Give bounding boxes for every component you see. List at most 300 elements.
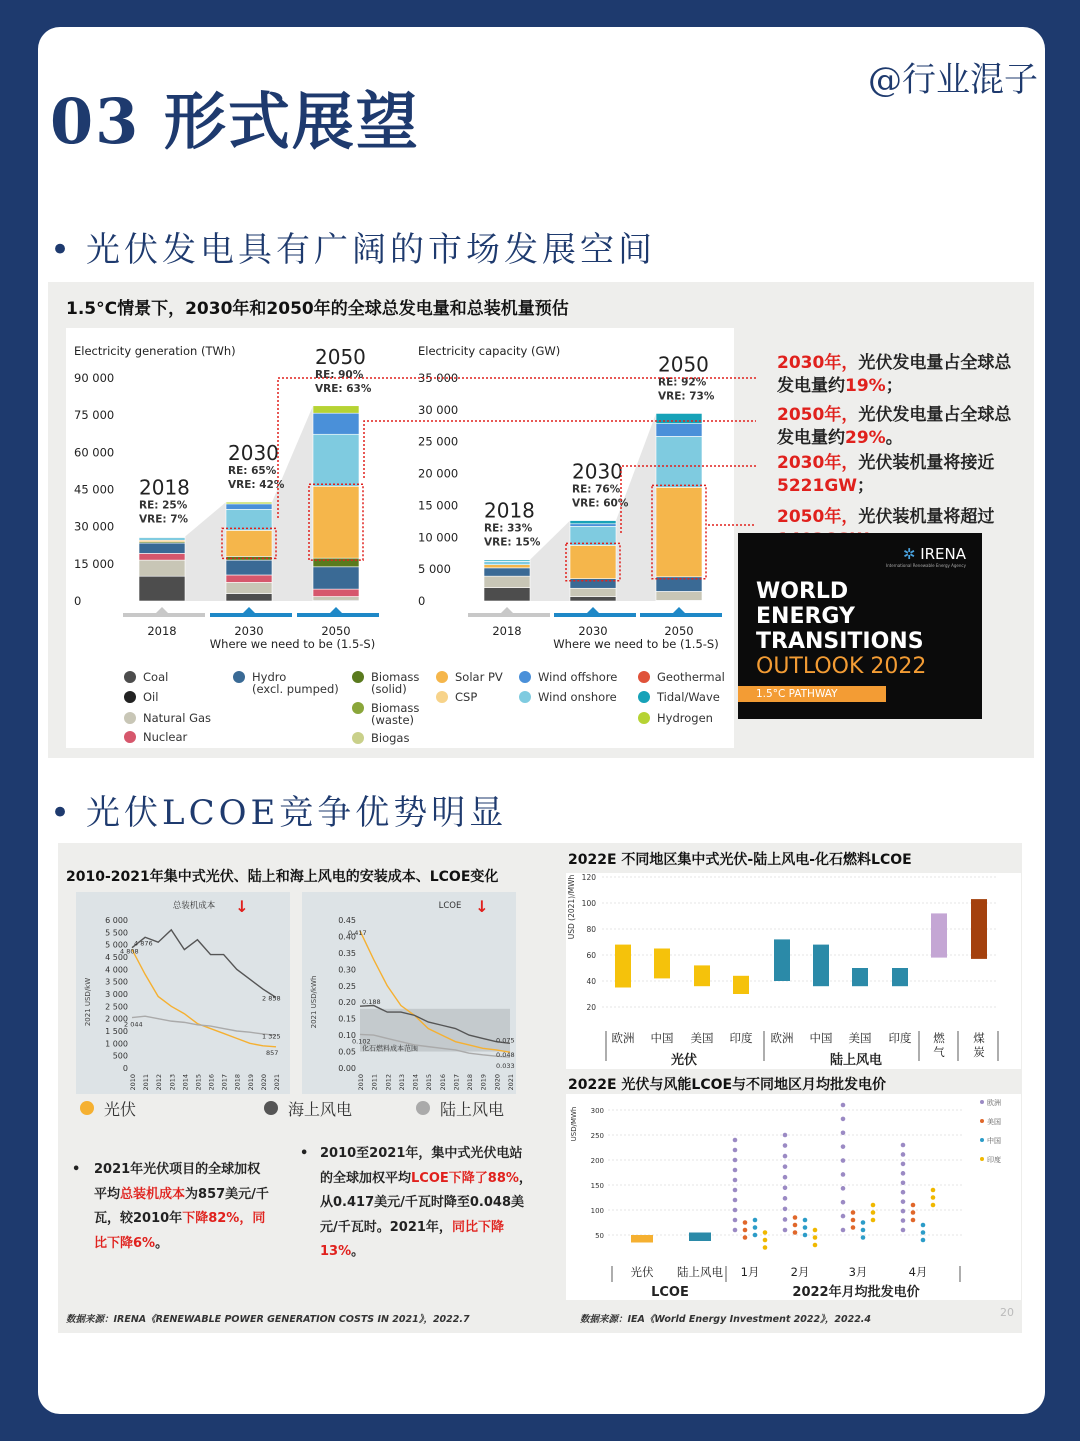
y-tick-label: 30 000 <box>74 519 115 534</box>
down-arrow-icon: ↓ <box>235 897 249 916</box>
lcoe-range-bar <box>733 976 749 994</box>
x-tick-label: 2018 <box>466 1074 475 1091</box>
legend-swatch-icon <box>638 712 650 724</box>
x-category-label: 印度 <box>888 1031 912 1045</box>
price-dot-美国 <box>911 1210 916 1215</box>
section2-heading <box>50 785 507 834</box>
y-tick-label: 500 <box>112 1051 128 1061</box>
price-dot-欧洲 <box>901 1171 906 1176</box>
price-dot-印度 <box>813 1235 818 1240</box>
callout-end: ； <box>857 476 875 496</box>
legend-label-sub: (solid) <box>371 682 407 696</box>
x-tick-label: 2017 <box>452 1074 461 1091</box>
irena-logo-sub: International Renewable Energy Agency <box>885 563 966 568</box>
callout-end: ； <box>885 376 903 396</box>
x-tick-label: 2014 <box>181 1074 190 1091</box>
bar-vre-label: VRE: 42% <box>228 479 285 492</box>
bar-segment-solar-pv <box>313 486 359 558</box>
price-dot-美国 <box>793 1223 798 1228</box>
legend-label: Wind onshore <box>538 690 617 704</box>
callout-value: 5221GW <box>777 476 858 496</box>
price-dot-欧洲 <box>841 1144 846 1149</box>
bar-segment-other <box>570 521 616 524</box>
y-tick-label: 300 <box>590 1107 604 1115</box>
value-label: 2 044 <box>124 1020 143 1029</box>
chart-background <box>302 892 516 1094</box>
legend-swatch-icon <box>124 731 136 743</box>
legend-item-coal <box>143 671 168 683</box>
section1-heading-text: 光伏发电具有广阔的市场发展空间 <box>86 230 656 270</box>
value-label: 2 858 <box>262 994 281 1003</box>
bar-segment-solar-pv <box>484 565 530 568</box>
chart-title: LCOE <box>438 901 462 911</box>
price-dot-欧洲 <box>901 1190 906 1195</box>
trend-chart-lcoe <box>302 892 516 1094</box>
y-tick-label: 100 <box>590 1207 604 1215</box>
price-dot-欧洲 <box>901 1180 906 1185</box>
legend-swatch-icon <box>519 691 531 703</box>
bar-segment-coal <box>139 576 185 601</box>
legend-swatch-icon <box>416 1101 430 1115</box>
y-tick-label: 0.20 <box>338 998 356 1008</box>
y-axis-label: 2021 USD/kWh <box>310 975 318 1029</box>
legend-swatch-icon <box>980 1119 984 1123</box>
price-dot-欧洲 <box>733 1188 738 1193</box>
price-dot-欧洲 <box>841 1158 846 1163</box>
section2-heading-text: 光伏LCOE竞争优势明显 <box>86 793 508 833</box>
x-category-label: 燃 <box>933 1031 945 1045</box>
callout-year: 2030年， <box>777 453 859 473</box>
cost-lcoe-trend-charts <box>76 892 518 1094</box>
price-dot-欧洲 <box>841 1200 846 1205</box>
price-dot-美国 <box>793 1215 798 1220</box>
y-tick-label: 1 500 <box>105 1027 128 1036</box>
legend-item-biomass <box>371 702 419 726</box>
price-dot-印度 <box>763 1238 768 1243</box>
y-tick-label: 4 000 <box>105 965 128 975</box>
legend-label: 中国 <box>987 1137 1001 1145</box>
legend-label: Natural Gas <box>143 711 212 725</box>
x-category-label: 2月 <box>790 1265 810 1279</box>
x-tick-label: 2015 <box>425 1074 434 1091</box>
price-dot-印度 <box>931 1188 936 1193</box>
legend-label: 美国 <box>987 1118 1001 1126</box>
author-handle: @行业混子 <box>868 60 1038 100</box>
bar-segment-nuclear <box>226 575 272 582</box>
price-dot-欧洲 <box>783 1154 788 1159</box>
y-tick-label: 0.40 <box>338 932 356 942</box>
x-category-label: 2050 <box>321 624 351 638</box>
bar-segment-natural-gas <box>570 588 616 596</box>
x-group-label: 2022年月均批发电价 <box>792 1285 920 1300</box>
source-left: 数据来源：IRENA《RENEWABLE POWER GENERATION COSTS IN 2021》，2022.7 <box>66 1314 470 1325</box>
region-lcoe-title: 2022E 不同地区集中式光伏-陆上风电-化石燃料LCOE <box>568 852 912 868</box>
period-band <box>468 613 550 617</box>
period-marker <box>330 607 342 613</box>
price-dot-欧洲 <box>783 1217 788 1222</box>
legend-item-hydro <box>252 671 339 695</box>
bar-segment-wind-onshore <box>570 526 616 545</box>
bar-segment-wind-onshore <box>656 436 702 487</box>
price-dot-欧洲 <box>841 1130 846 1135</box>
x-tick-label: 2017 <box>220 1074 229 1091</box>
y-tick-label: 0.00 <box>338 1064 356 1073</box>
period-marker <box>156 607 168 613</box>
x-group-label: LCOE <box>651 1285 689 1300</box>
lcoe-range-bar <box>892 968 908 986</box>
irena-logo-icon: ✲ <box>902 545 921 563</box>
price-dot-欧洲 <box>901 1218 906 1223</box>
price-dot-中国 <box>753 1233 758 1238</box>
price-dot-美国 <box>851 1210 856 1215</box>
growth-shade <box>272 406 313 601</box>
x-category-label: 美国 <box>848 1031 872 1045</box>
y-tick-label: 3 000 <box>105 990 128 999</box>
price-dot-中国 <box>753 1218 758 1223</box>
price-dot-欧洲 <box>841 1214 846 1219</box>
y-axis-label: 2021 USD/kW <box>84 977 92 1027</box>
period-marker <box>501 607 513 613</box>
period-marker <box>673 607 685 613</box>
bar-segment-hydro <box>656 577 702 592</box>
legend-item-hydrogen <box>657 712 713 724</box>
y-tick-label: 60 000 <box>74 445 115 460</box>
y-tick-label: 100 <box>581 899 596 908</box>
note-bullet-icon: • <box>72 1162 81 1177</box>
legend-item-tech <box>416 1097 504 1120</box>
bar-segment-natural-gas <box>139 560 185 576</box>
legend-item-natural-gas <box>143 712 211 724</box>
price-dot-欧洲 <box>783 1164 788 1169</box>
price-dot-欧洲 <box>733 1198 738 1203</box>
value-label: 0.102 <box>352 1037 371 1046</box>
bar-segment-coal <box>484 588 530 601</box>
group-label: 光伏 <box>670 1053 698 1068</box>
bar-segment-hydro <box>139 543 185 553</box>
legend-label: 印度 <box>987 1156 1001 1164</box>
price-dot-欧洲 <box>783 1185 788 1190</box>
region-lcoe-chart <box>566 873 1021 1069</box>
chart-title: Electricity capacity (GW) <box>418 344 561 358</box>
x-category-label: 2018 <box>492 624 522 638</box>
irena-stacked-charts <box>66 328 762 658</box>
down-arrow-icon: ↓ <box>475 897 489 916</box>
bar-re-label: RE: 92% <box>658 376 707 389</box>
legend-label: Biomass <box>371 701 420 715</box>
legend-label: Nuclear <box>143 730 188 744</box>
page-number: 20 <box>1000 1306 1014 1319</box>
bar-segment-solar-pv <box>570 545 616 578</box>
legend-label: 光伏 <box>104 1100 137 1119</box>
x-category-label: 炭 <box>973 1045 985 1059</box>
price-dot-美国 <box>743 1220 748 1225</box>
x-category-label: 2050 <box>664 624 694 638</box>
x-tick-label: 2020 <box>259 1074 268 1091</box>
lcoe-range-bar <box>694 965 710 986</box>
y-tick-label: 80 <box>586 925 596 934</box>
legend-swatch-icon <box>233 671 245 683</box>
bar-year-label: 2050 <box>315 344 366 369</box>
x-tick-label: 2020 <box>493 1074 502 1091</box>
y-tick-label: 200 <box>590 1157 604 1165</box>
bar-vre-label: VRE: 7% <box>139 513 189 526</box>
x-tick-label: 2010 <box>357 1074 365 1091</box>
y-tick-label: 5 500 <box>105 928 128 938</box>
callout-end: 。 <box>885 428 903 448</box>
period-band <box>297 613 379 617</box>
x-category-label: 美国 <box>690 1031 714 1045</box>
y-tick-label: 5 000 <box>105 940 128 950</box>
bar-segment-other <box>226 502 272 504</box>
irena-cover-title: WORLD ENERGY TRANSITIONS OUTLOOK 2022 <box>756 579 927 679</box>
chart-title: Electricity generation (TWh) <box>74 344 236 358</box>
price-dot-印度 <box>763 1230 768 1235</box>
lcoe-range-bar <box>852 968 868 986</box>
x-tick-label: 2013 <box>168 1074 177 1091</box>
value-label: 1 325 <box>262 1032 281 1041</box>
bar-segment-wind-onshore <box>313 434 359 486</box>
x-category-label: 气 <box>933 1045 945 1059</box>
x-category-label: 中国 <box>650 1031 674 1045</box>
lcoe-note: • 2010至2021年，集中式光伏电站的全球加权平均LCOE下降了88%，从0.417美元/千瓦时降至0.048美元/千瓦时。2021年，同比下降13%。 <box>300 1142 532 1265</box>
callout-year: 2030年， <box>777 353 859 373</box>
y-tick-label: 20 000 <box>418 466 459 481</box>
wholesale-title: 2022E 光伏与风能LCOE与不同地区月均批发电价 <box>568 1077 887 1093</box>
price-dot-中国 <box>861 1228 866 1233</box>
price-dot-欧洲 <box>901 1143 906 1148</box>
price-dot-欧洲 <box>901 1152 906 1157</box>
x-tick-label: 2019 <box>246 1074 255 1091</box>
price-dot-欧洲 <box>783 1133 788 1138</box>
legend-swatch-icon <box>352 671 364 683</box>
legend-label: Coal <box>143 670 169 684</box>
price-dot-印度 <box>871 1210 876 1215</box>
y-tick-label: 60 <box>586 951 596 960</box>
bar-vre-label: VRE: 73% <box>658 390 715 403</box>
price-dot-欧洲 <box>783 1196 788 1201</box>
y-tick-label: 0 <box>122 1064 128 1073</box>
value-label: 0.417 <box>348 928 367 937</box>
y-tick-label: 0.25 <box>338 981 356 991</box>
y-axis-label: USD (2021)/MWh <box>567 874 576 940</box>
callout-text <box>777 404 1027 450</box>
y-tick-label: 0.35 <box>338 948 356 958</box>
x-category-label: 4月 <box>908 1265 928 1279</box>
legend-label: Solar PV <box>455 670 503 684</box>
legend-swatch-icon <box>980 1138 984 1142</box>
bullet-icon: • <box>50 230 75 270</box>
bar-segment-natural-gas <box>226 582 272 593</box>
y-tick-label: 15 000 <box>74 556 115 571</box>
y-tick-label: 0 <box>418 594 426 608</box>
price-dot-欧洲 <box>733 1208 738 1213</box>
callout-value: 29% <box>845 428 886 448</box>
price-dot-欧洲 <box>783 1143 788 1148</box>
y-tick-label: 1 000 <box>105 1039 128 1049</box>
bar-segment-wind-offshore <box>570 524 616 527</box>
price-dot-印度 <box>871 1203 876 1208</box>
x-tick-label: 2015 <box>194 1074 203 1091</box>
legend-label: 海上风电 <box>288 1100 353 1119</box>
price-dot-中国 <box>861 1235 866 1240</box>
value-label: 0.033 <box>496 1062 515 1071</box>
x-tick-label: 2021 <box>273 1074 281 1091</box>
bar-segment-other <box>313 406 359 413</box>
legend-item-tech <box>264 1097 352 1120</box>
callout-year: 2050年， <box>777 405 859 425</box>
x-tick-label: 2019 <box>479 1074 488 1091</box>
price-dot-欧洲 <box>733 1158 738 1163</box>
price-dot-欧洲 <box>733 1168 738 1173</box>
lcoe-range-bar <box>654 949 670 979</box>
legend-swatch-icon <box>436 691 448 703</box>
y-tick-label: 2 000 <box>105 1014 128 1024</box>
price-dot-欧洲 <box>841 1172 846 1177</box>
bar-segment-biomass <box>226 556 272 560</box>
price-dot-欧洲 <box>733 1148 738 1153</box>
y-tick-label: 45 000 <box>74 482 115 497</box>
fossil-range-label: 化石燃料成本范围 <box>362 1044 418 1053</box>
y-tick-label: 0.30 <box>338 965 356 975</box>
legend-label: 陆上风电 <box>440 1100 505 1119</box>
price-dot-欧洲 <box>901 1228 906 1233</box>
x-category-label: 中国 <box>809 1031 833 1045</box>
value-label: 4 808 <box>120 947 139 956</box>
trend-chart-cost <box>76 892 290 1094</box>
price-dot-中国 <box>803 1225 808 1230</box>
x-category-label: 1月 <box>740 1265 760 1279</box>
y-tick-label: 75 000 <box>74 408 115 423</box>
note-bullet-icon: • <box>300 1146 309 1161</box>
legend-swatch-icon <box>80 1101 94 1115</box>
legend-item-tidal-wave <box>657 691 720 703</box>
legend-label: Geothermal <box>657 670 725 684</box>
y-tick-label: 6 000 <box>105 916 128 925</box>
lcoe-range-bar <box>971 899 987 959</box>
bar-segment-coal <box>570 597 616 601</box>
x-category-label: 印度 <box>729 1031 753 1045</box>
price-dot-印度 <box>813 1228 818 1233</box>
bar-segment-other <box>139 537 185 538</box>
bar-re-label: RE: 90% <box>315 368 364 381</box>
y-tick-label: 10 000 <box>418 530 459 545</box>
lcoe-box <box>631 1235 653 1243</box>
lcoe-range-bar <box>931 913 947 957</box>
section1-heading <box>50 222 656 271</box>
bar-segment-solar-pv <box>656 487 702 576</box>
irena-pathway-tag: 1.5°C PATHWAY <box>738 686 886 702</box>
period-marker <box>243 607 255 613</box>
legend-swatch-icon <box>124 712 136 724</box>
lcoe-range-bar <box>813 945 829 987</box>
growth-shade <box>185 502 226 601</box>
price-dot-欧洲 <box>901 1209 906 1214</box>
bar-year-label: 2050 <box>658 352 709 377</box>
legend-label: Biogas <box>371 731 410 745</box>
x-sub-label: Where we need to be (1.5-S) <box>209 637 376 651</box>
group-label: 陆上风电 <box>829 1053 883 1068</box>
bar-segment-other <box>656 413 702 423</box>
callout-body: 光伏装机量将接近 <box>858 453 995 473</box>
callout-body: 光伏装机量将超过 <box>858 507 995 527</box>
legend-item-biogas <box>371 732 409 744</box>
legend-label: Wind offshore <box>538 670 618 684</box>
bar-year-label: 2018 <box>139 475 190 500</box>
callout-body: 光伏发电量占全球总发电量约 <box>777 353 1012 396</box>
y-tick-label: 2 500 <box>105 1002 128 1012</box>
bar-segment-nuclear <box>139 553 185 560</box>
callout-body: 光伏发电量占全球总发电量约 <box>777 405 1012 448</box>
x-category-label: 3月 <box>848 1265 868 1279</box>
lcoe-range-bar <box>615 945 631 988</box>
x-tick-label: 2011 <box>142 1074 151 1091</box>
price-dot-印度 <box>763 1245 768 1250</box>
callout-value: 19% <box>845 376 886 396</box>
x-tick-label: 2010 <box>129 1074 137 1091</box>
cost-trend-title: 2010-2021年集中式光伏、陆上和海上风电的安装成本、LCOE变化 <box>66 869 499 885</box>
x-tick-label: 2011 <box>370 1074 379 1091</box>
legend-swatch-icon <box>519 671 531 683</box>
bar-segment-nuclear <box>313 589 359 596</box>
bar-segment-other <box>484 560 530 561</box>
price-dot-美国 <box>851 1218 856 1223</box>
legend-label: Tidal/Wave <box>657 690 720 704</box>
legend-swatch-icon <box>980 1100 984 1104</box>
price-dot-中国 <box>861 1220 866 1225</box>
price-dot-印度 <box>813 1243 818 1248</box>
bar-segment-wind-offshore <box>313 413 359 434</box>
price-dot-中国 <box>921 1223 926 1228</box>
price-dot-印度 <box>931 1195 936 1200</box>
y-tick-label: 3 500 <box>105 977 128 987</box>
price-dot-欧洲 <box>733 1228 738 1233</box>
y-tick-label: 0.10 <box>338 1031 356 1041</box>
bar-re-label: RE: 25% <box>139 499 188 512</box>
legend-item-wind-onshore <box>538 691 617 703</box>
price-dot-美国 <box>911 1218 916 1223</box>
legend-swatch-icon <box>638 691 650 703</box>
value-label: 0.075 <box>496 1036 515 1045</box>
source-right: 数据来源：IEA《World Energy Investment 2022》，2022.4 <box>580 1314 872 1325</box>
y-tick-label: 0.45 <box>338 916 356 925</box>
bar-segment-wind-onshore <box>226 509 272 530</box>
lcoe-range-bar <box>774 939 790 981</box>
legend-label-sub: (waste) <box>371 713 415 727</box>
x-tick-label: 2012 <box>384 1074 393 1091</box>
price-dot-欧洲 <box>901 1162 906 1167</box>
legend-label: Biomass <box>371 670 420 684</box>
price-dot-欧洲 <box>901 1199 906 1204</box>
price-dot-欧洲 <box>841 1228 846 1233</box>
legend-item-oil <box>143 691 158 703</box>
legend-swatch-icon <box>638 671 650 683</box>
legend-swatch-icon <box>352 702 364 714</box>
legend-label: Hydrogen <box>657 711 713 725</box>
bar-segment-wind-offshore <box>656 424 702 437</box>
price-dot-中国 <box>803 1218 808 1223</box>
value-label: 0.048 <box>496 1051 515 1060</box>
x-category-label: 光伏 <box>630 1265 654 1279</box>
chart-title: 总装机成本 <box>172 901 216 911</box>
period-band <box>123 613 205 617</box>
bar-segment-hydro <box>570 579 616 589</box>
y-tick-label: 5 000 <box>418 562 451 577</box>
y-tick-label: 150 <box>590 1182 604 1190</box>
price-dot-欧洲 <box>841 1186 846 1191</box>
irena-logo: ✲ IRENA <box>902 545 966 563</box>
price-dot-中国 <box>753 1225 758 1230</box>
y-tick-label: 90 000 <box>74 371 115 385</box>
